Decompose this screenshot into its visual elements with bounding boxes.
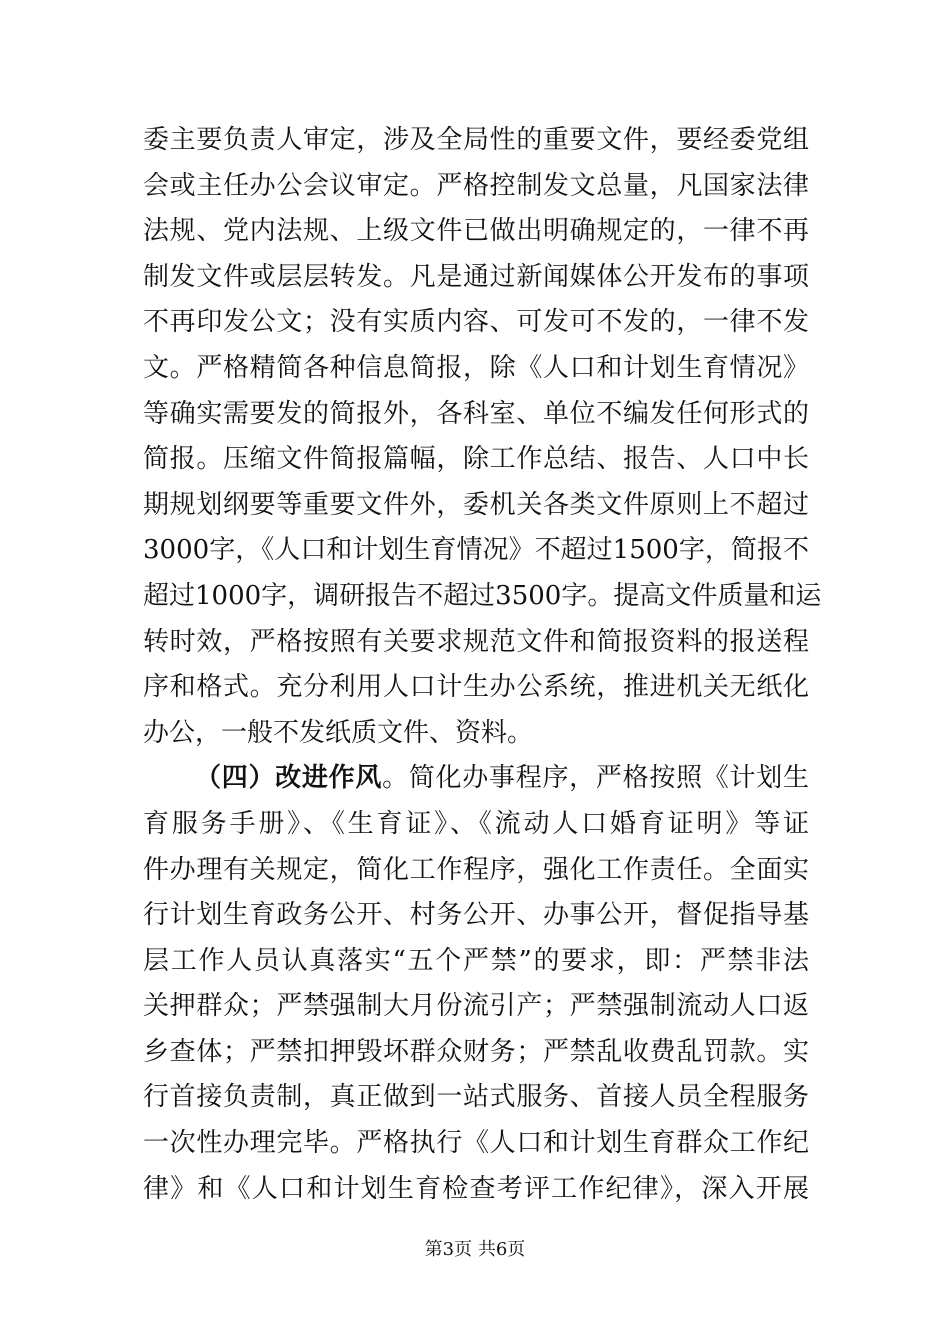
body-line: 乡查体；严禁扣押毁坏群众财务；严禁乱收费乱罚款。实 (143, 1036, 809, 1067)
body-line: 委主要负责人审定，涉及全局性的重要文件，要经委党组 (143, 125, 809, 155)
body-line: 关押群众；严禁强制大月份流引产；严禁强制流动人口返 (143, 991, 809, 1022)
section-first-line-text: 。简化办事程序，严格按照《计划生 (382, 763, 809, 794)
body-line: 超过1000字，调研报告不超过3500字。提高文件质量和运 (143, 580, 822, 611)
body-line: 育服务手册》、《生育证》、《流动人口婚育证明》等证 (143, 808, 809, 839)
body-line: 件办理有关规定，简化工作程序，强化工作责任。全面实 (143, 854, 809, 885)
body-line: 层工作人员认真落实“五个严禁”的要求，即：严禁非法 (143, 945, 809, 976)
section-four-first-line (143, 756, 809, 802)
section-heading: （四）改进作风 (195, 763, 383, 794)
body-line: 等确实需要发的简报外，各科室、单位不编发任何形式的 (143, 398, 809, 429)
body-line: 制发文件或层层转发。凡是通过新闻媒体公开发布的事项 (143, 261, 809, 292)
body-line: 序和格式。充分利用人口计生办公系统，推进机关无纸化 (143, 672, 809, 703)
body-line: 会或主任办公会议审定。严格控制发文总量，凡国家法律 (143, 170, 809, 201)
body-line: 简报。压缩文件简报篇幅，除工作总结、报告、人口中长 (143, 444, 809, 475)
body-line: 法规、党内法规、上级文件已做出明确规定的，一律不再 (143, 216, 809, 247)
document-body (143, 118, 822, 1212)
body-line: 律》和《人口和计划生育检查考评工作纪律》，深入开展 (143, 1173, 809, 1204)
body-line: 期规划纲要等重要文件外，委机关各类文件原则上不超过 (143, 489, 809, 520)
body-line: 3000字，《人口和计划生育情况》不超过1500字，简报不 (143, 535, 809, 566)
body-line: 行计划生育政务公开、村务公开、办事公开，督促指导基 (143, 900, 809, 931)
body-line: 转时效，严格按照有关要求规范文件和简报资料的报送程 (143, 626, 809, 657)
body-line: 办公，一般不发纸质文件、资料。 (143, 717, 534, 748)
body-line: 不再印发公文；没有实质内容、可发可不发的，一律不发 (143, 307, 809, 338)
body-line: 一次性办理完毕。严格执行《人口和计划生育群众工作纪 (143, 1128, 809, 1159)
body-line: 行首接负责制，真正做到一站式服务、首接人员全程服务 (143, 1082, 809, 1113)
page-number: 第3页 共6页 (424, 1239, 526, 1260)
body-line: 文。严格精简各种信息简报，除《人口和计划生育情况》 (143, 352, 809, 383)
